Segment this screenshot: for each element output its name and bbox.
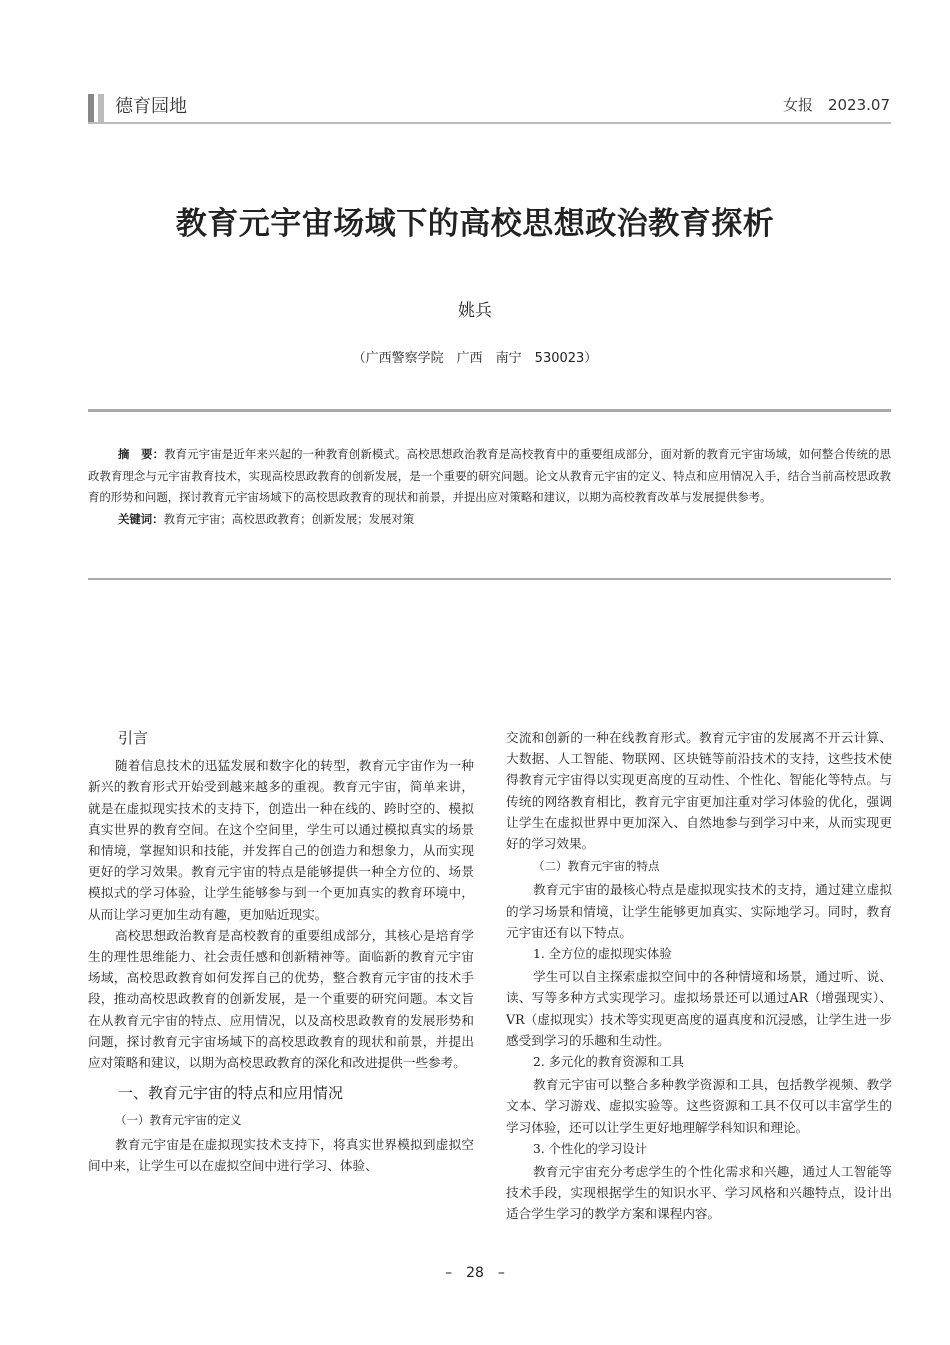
article-title: 教育元宇宙场域下的高校思想政治教育探析 (175, 206, 775, 242)
header-bars-decoration (88, 94, 104, 122)
header-rule (88, 122, 891, 124)
abstract-block (88, 444, 891, 530)
section-1-1-paragraph: 教育元宇宙是在虚拟现实技术支持下，将真实世界模拟到虚拟空间中来，让学生可以在虚拟空间中进行学习、体验、 (88, 1136, 474, 1173)
section-1-1-heading: （一）教育元宇宙的定义 (115, 1113, 242, 1128)
item-1-heading: 1. 全方位的虚拟现实体验 (533, 947, 672, 962)
author-affiliation: （广西警察学院 广西 南宁 530023） (352, 351, 598, 366)
intro-heading: 引言 (118, 729, 149, 747)
intro-paragraph-2: 高校思想政治教育是高校教育的重要组成部分，其核心是培育学生的理性思维能力、社会责任感和创新精神等。面临新的教育元宇宙场域，高校思政教育如何发挥自己的优势，整合教育元宇宙的技术手段，推动高校思政教育的创新发展，是一个重要的研究问题。本文旨在从教育元宇宙的特点、应用情况，以及高校思政教育的发展形势和问题，探讨教育元宇宙场域下的高校思政教育的现状和前景，并提出应对策略和建议，以期为高校思政教育的深化和改进提供一些参考。 (88, 927, 474, 1071)
item-2-heading: 2. 多元化的教育资源和工具 (533, 1055, 684, 1070)
section-1-heading: 一、教育元宇宙的特点和应用情况 (118, 1084, 344, 1103)
abstract-paragraph (88, 444, 891, 509)
item-3-heading: 3. 个性化的学习设计 (533, 1141, 648, 1156)
abstract-top-rule (88, 409, 891, 412)
journal-issue: 女报 2023.07 (782, 96, 890, 114)
item-1-paragraph: 学生可以自主探索虚拟空间中的各种情境和场景，通过听、说、读、写等多种方式实现学习。虚拟场景还可以通过AR（增强现实）、VR（虚拟现实）技术等实现更高度的逼真度和沉浸感，让学生进一步感受到学习的乐趣和生动性。 (506, 969, 892, 1048)
page-number: – 28 – (445, 1265, 505, 1281)
abstract-label: 摘 要： (118, 447, 165, 461)
keywords-line (88, 509, 891, 531)
intro-paragraph-1: 随着信息技术的迅猛发展和数字化的转型，教育元宇宙作为一种新兴的教育形式开始受到越来越多的重视。教育元宇宙，简单来讲，就是在虚拟现实技术的支持下，创造出一种在线的、跨时空的、模拟真实世界的教育空间。在这个空间里，学生可以通过模拟真实的场景和情境，掌握知识和技能，并发挥自己的创造力和想象力，从而实现更好的学习效果。教育元宇宙的特点是能够提供一种全方位的、场景模拟式的学习体验，让学生能够参与到一个更加真实的教育环境中，从而让学习更加生动有趣，更加贴近现实。 (88, 758, 474, 922)
left-column (88, 728, 474, 1176)
item-2-paragraph: 教育元宇宙可以整合多种教学资源和工具，包括教学视频、教学文本、学习游戏、虚拟实验等。这些资源和工具不仅可以丰富学生的学习体验，还可以让学生更好地理解学科知识和理论。 (506, 1077, 892, 1135)
section-1-2-paragraph: 教育元宇宙的最核心特点是虚拟现实技术的支持，通过建立虚拟的学习场景和情境，让学生能够更加真实、实际地学习。同时，教育元宇宙还有以下特点。 (506, 882, 892, 940)
abstract-text: 教育元宇宙是近年来兴起的一种教育创新模式。高校思想政治教育是高校教育中的重要组成部分，面对新的教育元宇宙场域，如何整合传统的思政教育理念与元宇宙教育技术，实现高校思政教育的创新发展，是一个重要的研究问题。论文从教育元宇宙的定义、特点和应用情况入手，结合当前高校思政教育的形势和问题，探讨教育元宇宙场域下的高校思政教育的现状和前景，并提出应对策略和建议，以期为高校教育改革与发展提供参考。 (88, 447, 891, 504)
keywords-label: 关键词： (118, 511, 164, 526)
item-3-paragraph: 教育元宇宙充分考虑学生的个性化需求和兴趣，通过人工智能等技术手段，实现根据学生的知识水平、学习风格和兴趣特点，设计出适合学生学习的教学方案和课程内容。 (506, 1164, 892, 1222)
article-author: 姚兵 (458, 301, 492, 321)
section-tag: 德育园地 (115, 96, 187, 117)
section-1-2-heading: （二）教育元宇宙的特点 (533, 859, 660, 874)
right-column (506, 727, 892, 1225)
continued-paragraph: 交流和创新的一种在线教育形式。教育元宇宙的发展离不开云计算、大数据、人工智能、物联网、区块链等前沿技术的支持，这些技术使得教育元宇宙得以实现更高度的互动性、个性化、智能化等特点。与传统的网络教育相比，教育元宇宙更加注重对学习体验的优化，强调让学生在虚拟世界中更加深入、自然地参与到学习中来，从而实现更好的学习效果。 (506, 730, 892, 852)
keywords-text: 教育元宇宙；高校思政教育；创新发展；发展对策 (163, 511, 415, 526)
abstract-bottom-rule (88, 578, 891, 580)
